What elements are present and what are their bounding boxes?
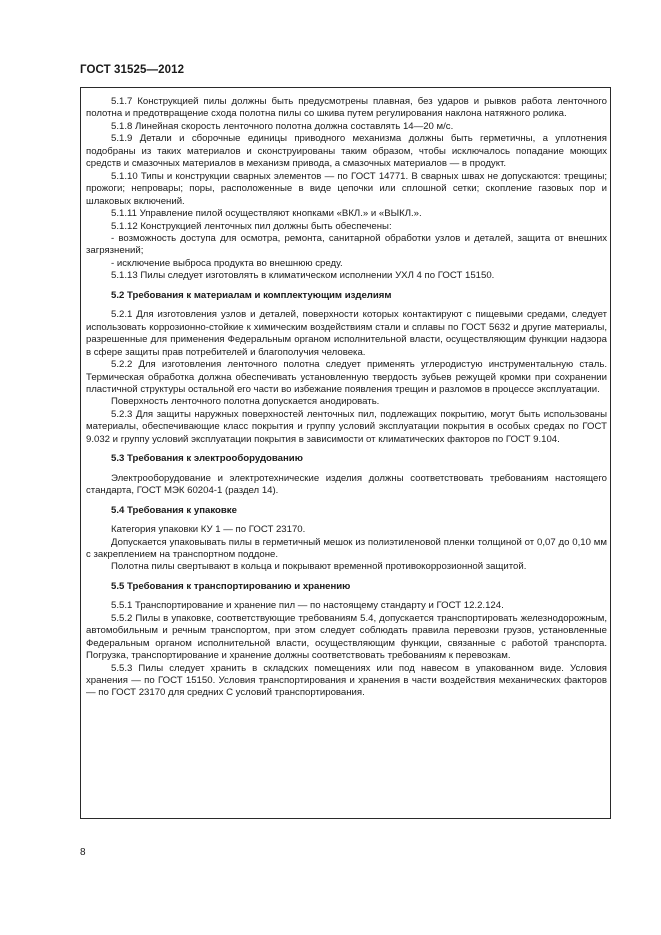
section-heading-5-4: 5.4 Требования к упаковке: [111, 504, 237, 516]
list-item-no-ejection: - исключение выброса продукта во внешнюю среду.: [111, 257, 343, 269]
page-number: 8: [80, 847, 86, 858]
paragraph-5-1-7: 5.1.7 Конструкцией пилы должны быть предусмотрены плавная, без ударов и рывков работа ленточного полотна и предотвращение схода полотна пилы со шкива путем регулирования наклона натяжного ролика.: [86, 96, 607, 120]
paragraph-anodizing: Поверхность ленточного полотна допускается анодировать.: [111, 396, 380, 408]
paragraph-5-5-2: 5.5.2 Пилы в упаковке, соответствующие требованиям 5.4, допускается транспортировать железнодорожным, автомобильным и речным транспортом, при этом следует соблюдать правила перевозки грузов, установленные Федеральным органом исполнительной власти, осуществляющим функции, связанные с работой транспорта. Погрузка, транспортирование и хранение должны соответствовать требованиям к перевозкам.: [86, 612, 607, 662]
document-body: [86, 96, 607, 700]
list-item-access: - возможность доступа для осмотра, ремонта, санитарной обработки узлов и деталей, защита от внешних загрязнений;: [86, 232, 607, 257]
paragraph-5-1-9: 5.1.9 Детали и сборочные единицы приводного механизма должны быть герметичны, а уплотнения подобраны из таких материалов и сконструированы таким образом, чтобы исключалось попадание моющих средств и смазочных материалов в механизм привода, а смазочных материалов — в продукт.: [86, 133, 607, 170]
paragraph-5-5-1: 5.5.1 Транспортирование и хранение пил — по настоящему стандарту и ГОСТ 12.2.124.: [111, 600, 504, 612]
paragraph-5-2-1: 5.2.1 Для изготовления узлов и деталей, поверхности которых контактируют с пищевыми средами, следует использовать коррозионно-стойкие к химическим воздействиям стали и сплавы по ГОСТ 5632 и другие материалы, разрешенные для применения Федеральным органом исполнительной власти, осуществляющим функции надзора в сфере защиты прав потребителей и благополучия человека.: [86, 309, 607, 358]
paragraph-5-1-13: 5.1.13 Пилы следует изготовлять в климатическом исполнении УХЛ 4 по ГОСТ 15150.: [111, 270, 495, 282]
paragraph-electrical: Электрооборудование и электротехнические изделия должны соответствовать требованиям настоящего стандарта, ГОСТ МЭК 60204-1 (раздел 14).: [86, 472, 607, 497]
paragraph-5-1-8: 5.1.8 Линейная скорость ленточного полотна должна составлять 14—20 м/с.: [111, 120, 454, 132]
paragraph-5-2-2: 5.2.2 Для изготовления ленточного полотна следует применять углеродистую инструментальную сталь. Термическая обработка должна обеспечивать установленную твердость зубьев режущей кромки при сохранении пластичной структуры остальной его части во избежание появления трещин и разломов в процессе эксплуатации.: [86, 359, 607, 395]
paragraph-packaging-category: Категория упаковки КУ 1 — по ГОСТ 23170.: [111, 524, 306, 536]
section-heading-5-2: 5.2 Требования к материалам и комплектующим изделиям: [111, 289, 392, 301]
paragraph-5-1-12: 5.1.12 Конструкцией ленточных пил должны быть обеспечены:: [111, 220, 392, 232]
paragraph-5-5-3: 5.5.3 Пилы следует хранить в складских помещениях или под навесом в упакованном виде. Условия хранения — по ГОСТ 15150. Условия транспортирования и хранения в части воздействия механических факторов — по ГОСТ 23170 для средних С условий транспортирования.: [86, 662, 607, 699]
paragraph-5-2-3: 5.2.3 Для защиты наружных поверхностей ленточных пил, подлежащих покрытию, могут быть использованы материалы, обеспечивающие класс покрытия и группу условий эксплуатации покрытия в особых средах по ГОСТ 9.032 и группу условий эксплуатации покрытия в зависимости от климатических факторов по ГОСТ 9.104.: [86, 408, 607, 445]
section-heading-5-3: 5.3 Требования к электрооборудованию: [111, 453, 303, 465]
paragraph-packaging-rings: Полотна пилы свертывают в кольца и покрывают временной противокоррозионной защитой.: [111, 561, 527, 573]
paragraph-5-1-10: 5.1.10 Типы и конструкции сварных элементов — по ГОСТ 14771. В сварных швах не допускаются: трещины; прожоги; непровары; поры, расположенные в виде цепочки или сплошной сетки; скопление газовых пор и шлаковых включений.: [86, 170, 607, 207]
paragraph-5-1-11: 5.1.11 Управление пилой осуществляют кнопками «ВКЛ.» и «ВЫКЛ.».: [111, 208, 422, 220]
paragraph-packaging-bag: Допускается упаковывать пилы в герметичный мешок из полиэтиленовой пленки толщиной от 0,07 до 0,10 мм с закреплением на транспортном поддоне.: [86, 536, 607, 560]
document-header: ГОСТ 31525—2012: [80, 64, 185, 76]
section-heading-5-5: 5.5 Требования к транспортированию и хранению: [111, 580, 351, 592]
